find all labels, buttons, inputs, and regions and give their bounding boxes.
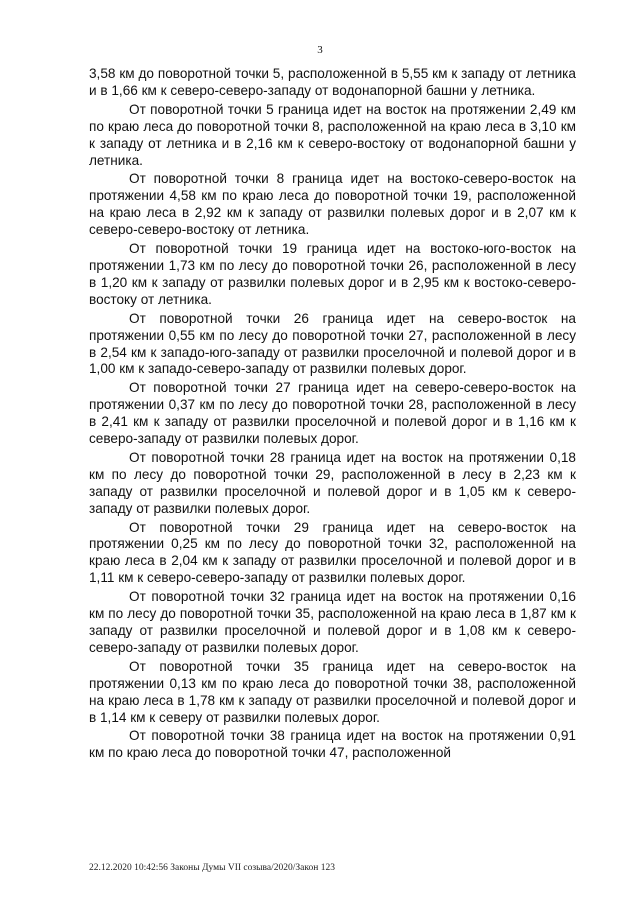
paragraph-6: От поворотной точки 27 граница идет на северо-северо-восток на протяжении 0,37 км по лесу до поворотной точки 28, расположенной в лесу в 2,41 км к западу от развилки проселочной и полевой дорог и в 1,16 км к северо-западу от развилки полевых дорог.	[89, 380, 576, 447]
paragraph-10: От поворотной точки 35 граница идет на северо-восток на протяжении 0,13 км по краю леса до поворотной точки 38, расположенной на краю леса в 1,78 км к западу от развилки проселочной и полевой дорог и в 1,14 км к северу от развилки полевых дорог.	[89, 658, 576, 725]
paragraph-8: От поворотной точки 29 граница идет на северо-восток на протяжении 0,25 км по лесу до поворотной точки 32, расположенной на краю леса в 2,04 км к западу от развилки проселочной и полевой дорог и в 1,11 км к северо-северо-западу от развилки полевых дорог.	[89, 519, 576, 586]
paragraph-7: От поворотной точки 28 граница идет на восток на протяжении 0,18 км по лесу до поворотной точки 29, расположенной в лесу в 2,23 км к западу от развилки проселочной и полевой дорог и в 1,05 км к северо-западу от развилки полевых дорог.	[89, 449, 576, 516]
page-number: 3	[317, 44, 323, 56]
paragraph-5: От поворотной точки 26 граница идет на северо-восток на протяжении 0,55 км по лесу до поворотной точки 27, расположенной в лесу в 2,54 км к западо-юго-западу от развилки проселочной и полевой дорог и в 1,00 км к западо-северо-западу от развилки полевых дорог.	[89, 310, 576, 377]
paragraph-1: 3,58 км до поворотной точки 5, расположенной в 5,55 км к западу от летника и в 1,66 км к северо-северо-западу от водонапорной башни у летника.	[89, 66, 576, 98]
body-text	[89, 66, 576, 764]
paragraph-2: От поворотной точки 5 граница идет на восток на протяжении 2,49 км по краю леса до поворотной точки 8, расположенной на краю леса в 3,10 км к западу от летника и в 2,16 км к северо-востоку от водонапорной башни у летника.	[89, 101, 576, 168]
paragraph-9: От поворотной точки 32 граница идет на восток на протяжении 0,16 км по лесу до поворотной точки 35, расположенной на краю леса в 1,87 км к западу от развилки проселочной и полевой дорог и в 1,08 км к северо-северо-западу от развилки полевых дорог.	[89, 589, 576, 655]
paragraph-4: От поворотной точки 19 граница идет на востоко-юго-восток на протяжении 1,73 км по лесу до поворотной точки 26, расположенной в лесу в 1,20 км к западу от развилки полевых дорог и в 2,95 км к востоко-северо-востоку от летника.	[89, 241, 576, 307]
paragraph-11: От поворотной точки 38 граница идет на восток на протяжении 0,91 км по краю леса до поворотной точки 47, расположенной	[89, 728, 576, 761]
footer-stamp: 22.12.2020 10:42:56 Законы Думы VII созыва/2020/Закон 123	[89, 863, 335, 873]
paragraph-3: От поворотной точки 8 граница идет на востоко-северо-восток на протяжении 4,58 км по краю леса до поворотной точки 19, расположенной на краю леса в 2,92 км к западу от развилки полевых дорог и в 2,07 км к северо-северо-востоку от летника.	[89, 171, 576, 238]
